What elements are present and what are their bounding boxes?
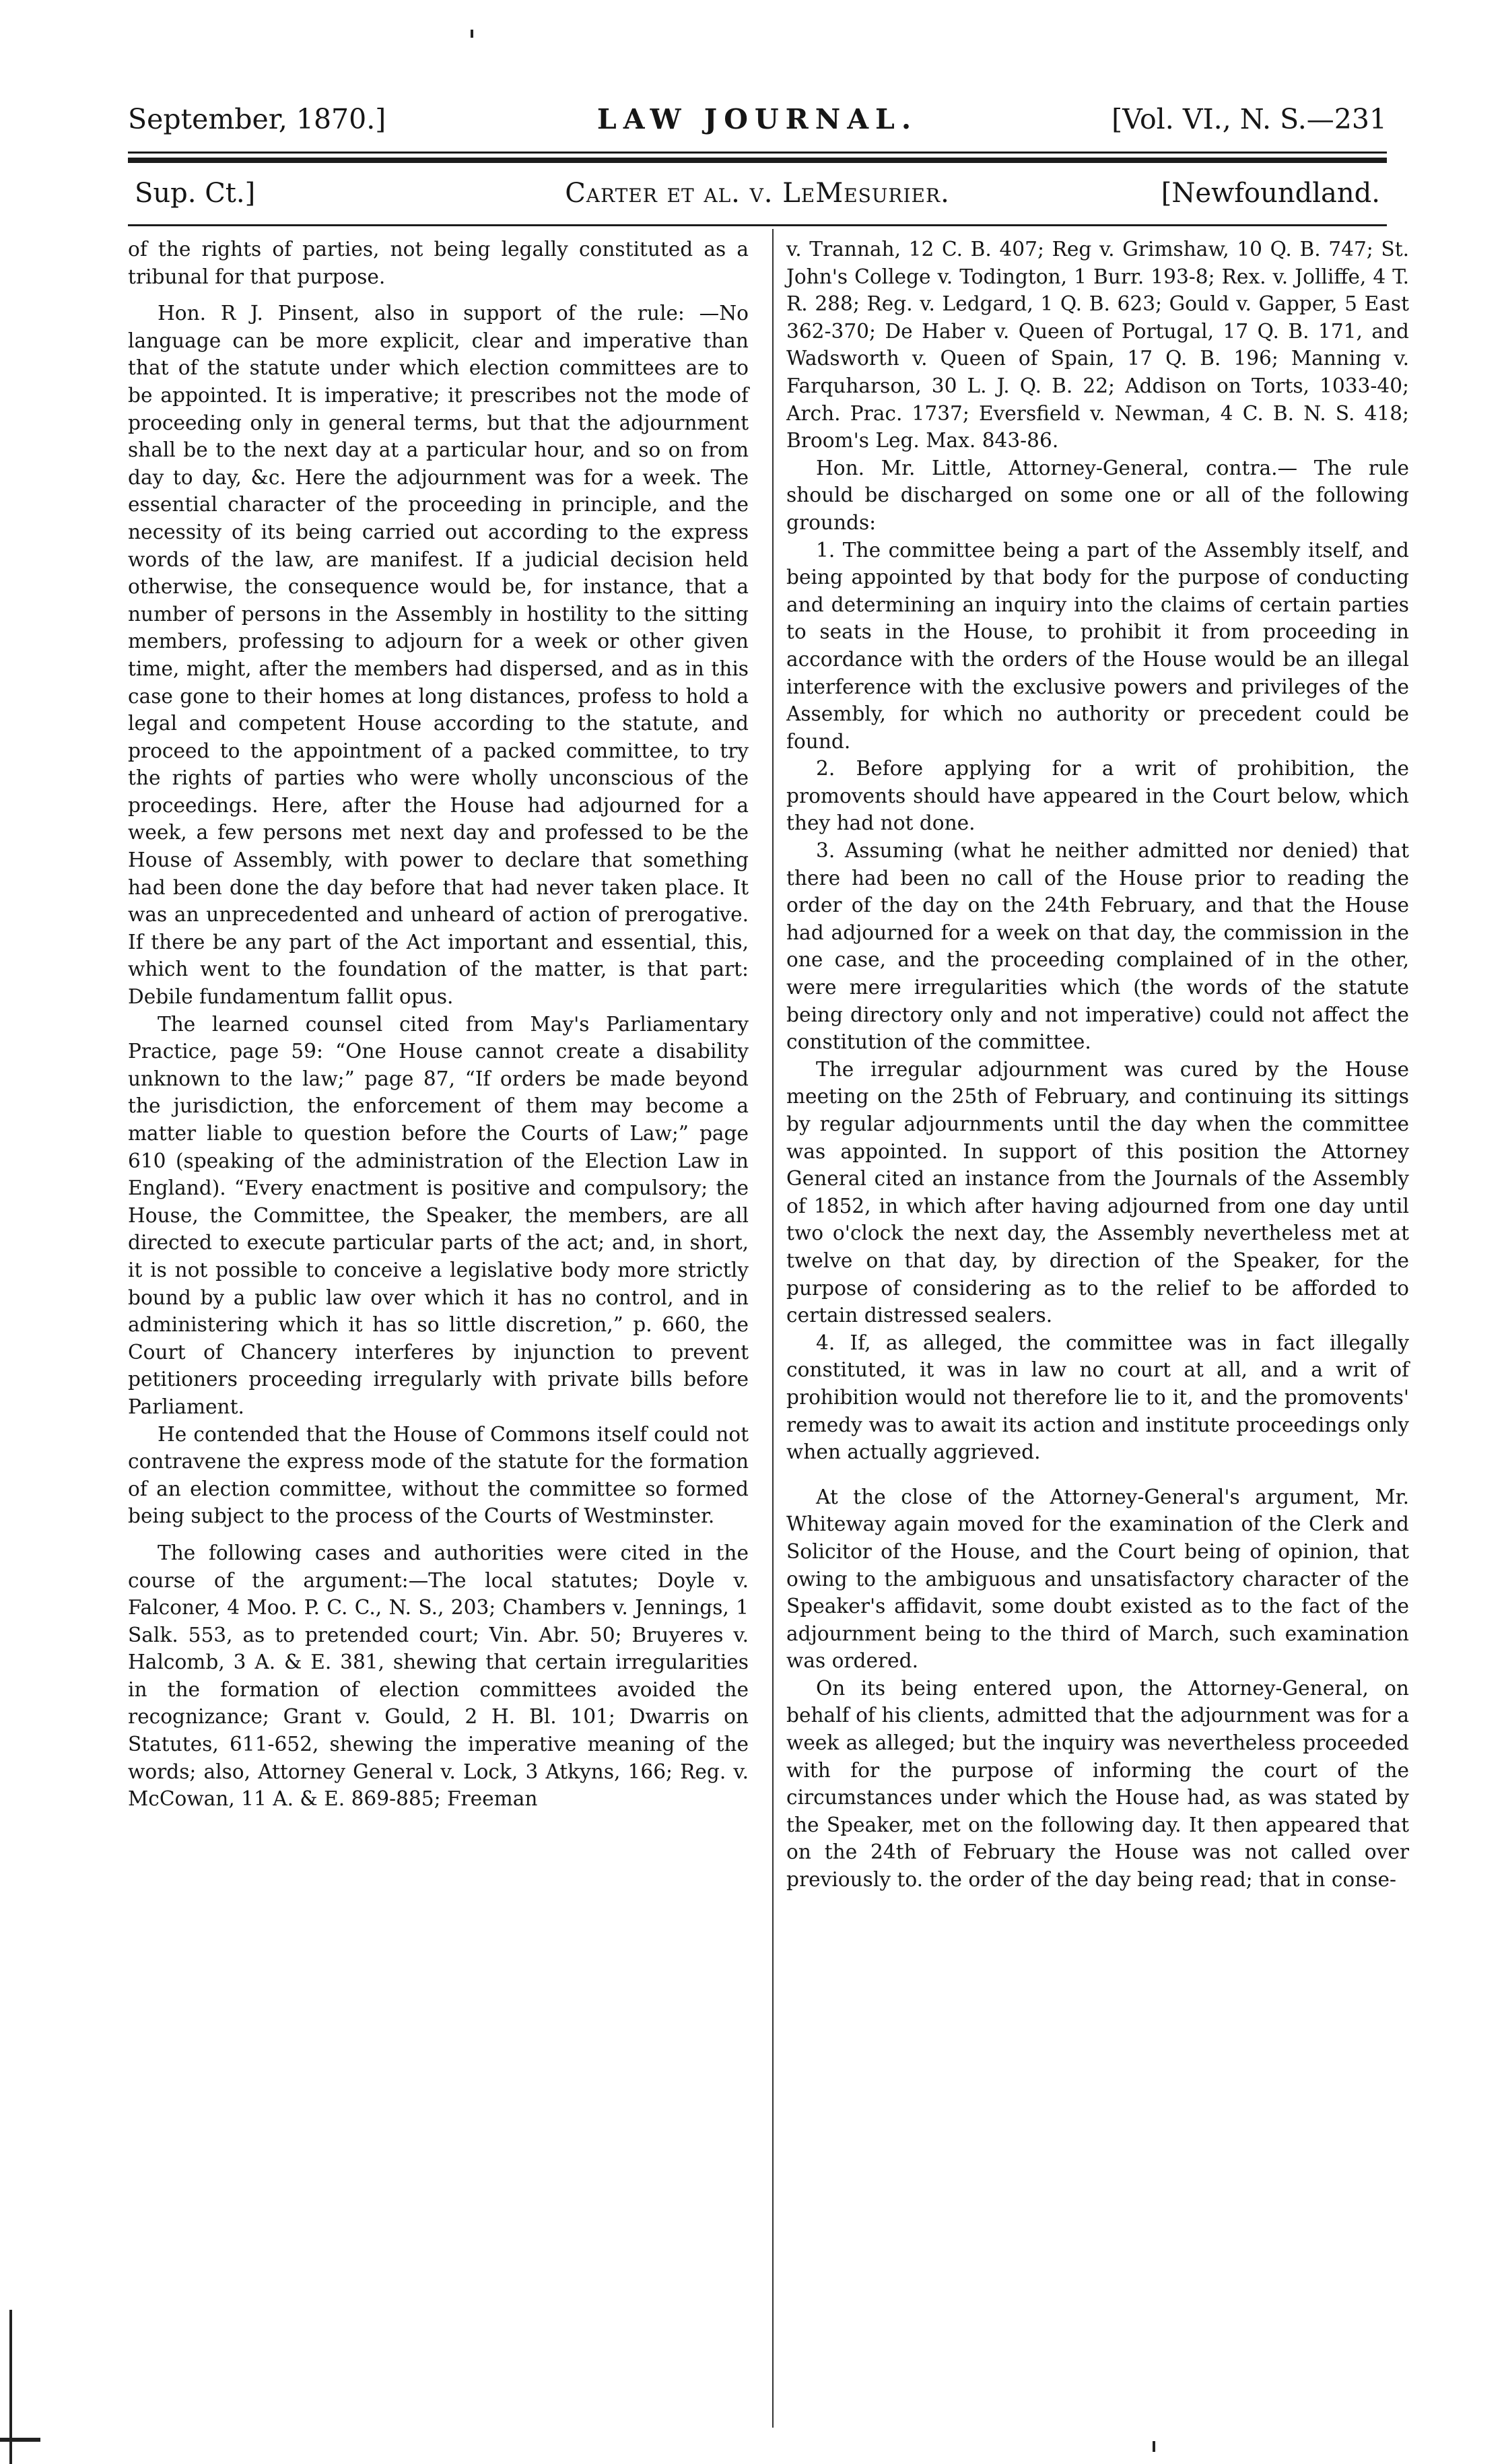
column-divider <box>772 229 774 2428</box>
paragraph: On its being entered upon, the Attorney-General, on behalf of his clients, admitted that the adjournment was for a week as alleged; but the inquiry was nevertheless proceeded with for the purpose of informing the court of the circumstances under which the House had, as was stated by the Speaker, met on the following day. It then appeared that on the 24th of February the House was not called over previously to. the order of the day being read; that in conse- <box>786 1676 1409 1892</box>
paragraph: 2. Before applying for a writ of prohibition, the promovents should have appeared in the Court below, which they had not done. <box>786 757 1409 835</box>
left-column <box>128 236 749 1813</box>
running-header <box>128 96 1387 143</box>
paragraph: v. Trannah, 12 C. B. 407; Reg v. Grimshaw, 10 Q. B. 747; St. John's College v. Todington, 1 Burr. 193-8; Rex. v. Jolliffe, 4 T. R. 288; Reg. v. Ledgard, 1 Q. B. 623; Gould v. Gapper, 5 East 362-370; De Haber v. Queen of Portugal, 17 Q. B. 171, and Wadsworth v. Queen of Spain, 17 Q. B. 196; Manning v. Farquharson, 30 L. J. Q. B. 22; Addison on Torts, 1033-40; Arch. Prac. 1737; Eversfield v. Newman, 4 C. B. N. S. 418; Broom's Leg. Max. 843-86. <box>786 238 1409 453</box>
paragraph: He contended that the House of Commons itself could not contravene the express mode of the statute for the formation of an election committee, without the committee so formed being subject to the process of the Courts of Westminster. <box>128 1422 749 1528</box>
paragraph: The irregular adjournment was cured by the House meeting on the 25th of February, and continuing its sittings by regular adjournments until the day when the committee was appointed. In support of this position the Attorney General cited an instance from the Journals of the Assembly of 1852, in which after having adjourned from one day until two o'clock the next day, the Assembly nevertheless met at twelve on that day, by direction of the Speaker, for the purpose of considering as to the relief to be afforded to certain distressed sealers. <box>786 1057 1409 1327</box>
paragraph: At the close of the Attorney-General's argument, Mr. Whiteway again moved for the examination of the Clerk and Solicitor of the House, and the Court being of opinion, that owing to the ambiguous and unsatisfactory character of the Speaker's affidavit, some doubt existed as to the fact of the adjournment being to the third of March, such examination was ordered. <box>786 1485 1409 1673</box>
header-rule-thin <box>128 152 1387 154</box>
journal-title: LAW JOURNAL. <box>596 103 918 135</box>
header-date: September, 1870.] <box>128 103 386 135</box>
volume-page: [Vol. VI., N. S.—231 <box>1112 103 1387 135</box>
paragraph: 3. Assuming (what he neither admitted nor denied) that there had been no call of the House prior to reading the order of the day on the 24th February, and that the House had adjourned for a week on that day, the commission in the one case, and the proceeding complained of in the other, were mere irregularities which (the words of the statute being directory only and not imperative) could not affect the constitution of the committee. <box>786 839 1409 1054</box>
case-title: Carter et al. v. LeMesurier. <box>565 178 950 209</box>
header-rule-thick <box>128 158 1387 163</box>
paragraph: The following cases and authorities were cited in the course of the argument:—The local statutes; Doyle v. Falconer, 4 Moo. P. C. C., N. S., 203; Chambers v. Jennings, 1 Salk. 553, as to pretended court; Vin. Abr. 50; Bruyeres v. Halcomb, 3 A. & E. 381, shewing that certain irregularities in the formation of election committees avoided the recognizance; Grant v. Gould, 2 H. Bl. 101; Dwarris on Statutes, 611-652, shewing the imperative meaning of the words; also, Attorney General v. Lock, 3 Atkyns, 166; Reg. v. McCowan, 11 A. & E. 869-885; Freeman <box>128 1541 749 1811</box>
paragraph: 1. The committee being a part of the Assembly itself, and being appointed by that body for the purpose of conducting and determining an inquiry into the claims of certain parties to seats in the House, to prohibit it from proceeding in accordance with the orders of the House would be an illegal interference with the exclusive powers and privileges of the Assembly, for which no authority or precedent could be found. <box>786 538 1409 753</box>
scan-speck <box>1153 2441 1155 2452</box>
scan-edge-mark <box>0 2438 40 2442</box>
case-header <box>128 170 1387 217</box>
paragraph: Hon. Mr. Little, Attorney-General, contra.— The rule should be discharged on some one or all of the following grounds: <box>786 456 1409 534</box>
paragraph: Hon. R J. Pinsent, also in support of the rule: —No language can be more explicit, clear and imperative than that of the statute under which election committees are to be appointed. It is imperative; it prescribes not the mode of proceeding only in general terms, but that the adjournment shall be to the next day at a particular hour, and so on from day to day, &c. Here the adjournment was for a week. The essential character of the proceeding in principle, and the necessity of its being carried out according to the express words of the law, are manifest. If a judicial decision held otherwise, the consequence would be, for instance, that a number of persons in the Assembly in hostility to the sitting members, professing to adjourn for a week or other given time, might, after the members had dispersed, and as in this case gone to their homes at long distances, profess to hold a legal and competent House according to the statute, and proceed to the appointment of a packed committee, to try the rights of parties who were wholly unconscious of the proceedings. Here, after the House had adjourned for a week, a few persons met next day and professed to be the House of Assembly, with power to declare that something had been done the day before that had never taken place. It was an unprecedented and unheard of action of prerogative. If there be any part of the Act important and essential, this, which went to the foundation of the matter, is that part: Debile fundamentum fallit opus. <box>128 302 749 1009</box>
jurisdiction-label: [Newfoundland. <box>1161 178 1380 209</box>
paragraph: of the rights of parties, not being legally constituted as a tribunal for that purpose. <box>128 238 749 288</box>
scan-speck <box>471 30 473 38</box>
paragraph: The learned counsel cited from May's Parliamentary Practice, page 59: “One House cannot create a disability unknown to the law;” page 87, “If orders be made beyond the jurisdiction, the enforcement of them may become a matter liable to question before the Courts of Law;” page 610 (speaking of the administration of the Election Law in England). “Every enactment is positive and compulsory; the House, the Committee, the Speaker, the members, are all directed to execute particular parts of the act; and, in short, it is not possible to conceive a legislative body more strictly bound by a public law over which it has no control, and in administering which it has so little discretion,” p. 660, the Court of Chancery interferes by injunction to prevent petitioners proceeding irregularly with private bills before Parliament. <box>128 1012 749 1418</box>
right-column <box>786 236 1409 1894</box>
court-label: Sup. Ct.] <box>135 178 256 209</box>
subheader-rule <box>128 224 1387 226</box>
paragraph: 4. If, as alleged, the committee was in fact illegally constituted, it was in law no court at all, and a writ of prohibition would not therefore lie to it, and the promovents' remedy was to await its action and institute proceedings only when actually aggrieved. <box>786 1331 1409 1464</box>
